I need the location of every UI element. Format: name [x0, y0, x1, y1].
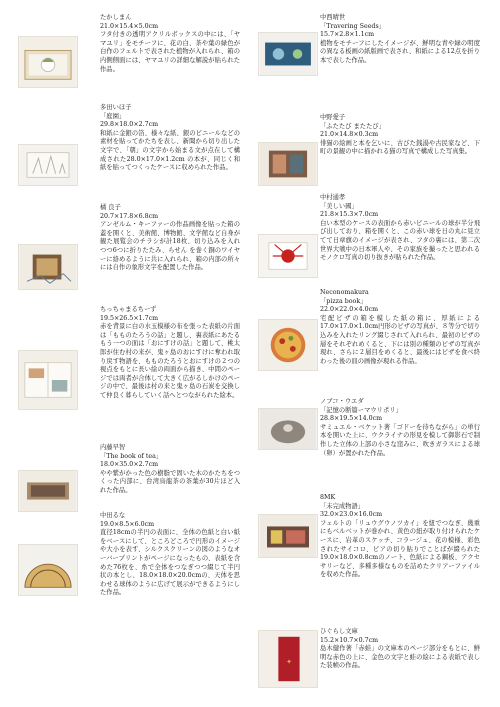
- artist-name: ノブコ・ウエダ: [320, 398, 364, 405]
- artwork-size: 20.7×17.8×6.8cm: [100, 212, 159, 220]
- entry-right-3: [258, 289, 480, 409]
- artwork-photo: [258, 514, 318, 558]
- entry-text: [100, 14, 240, 74]
- artist-name: 内藤早智: [100, 444, 126, 451]
- artwork-title: 「Travering Seeds」: [320, 22, 385, 30]
- artwork-description: 宅配ピザの箱を模した紙の箱に、厚紙による17.0×17.0×1.0cm円形のピザの写真が、８等分で切り込みを入れたリング綴じされて入れられ、最初のピザの層をそれぞれめくると、下には別の種類のピザの写真が現れ、さらに２層目をめくると、最後にはピザを食べ終わった後の皿の画像が現れる作品。: [320, 314, 480, 365]
- entry-text: [100, 512, 240, 598]
- artwork-photo: [18, 470, 78, 512]
- entry-left-4: [18, 444, 240, 514]
- entry-left-3: [18, 306, 240, 456]
- artwork-photo: [258, 32, 318, 76]
- entry-text: [100, 104, 240, 173]
- artist-name: 中西晴世: [320, 14, 346, 21]
- entry-right-4: [258, 398, 480, 508]
- artist-name: ちっちゃまるちーず: [100, 306, 157, 313]
- entry-left-0: [18, 14, 240, 114]
- artist-name: たかしまん: [100, 14, 132, 21]
- entry-text: [320, 114, 480, 157]
- artist-name: 多田いほ子: [100, 104, 132, 111]
- artwork-title: 「記憶の断篇ーマウリポリ」: [320, 406, 402, 414]
- artwork-size: 21.8×15.3×7.0cm: [320, 211, 379, 219]
- entry-right-5: [258, 494, 480, 624]
- artwork-description: やや紫がかった色の樹脂で固いた木のかたちをつくった内部に、台湾烏龍茶の茶葉が30片ほど入れた作品。: [100, 469, 240, 494]
- artwork-size: 21.0×14.8×0.3cm: [320, 131, 379, 139]
- entry-text: [100, 444, 240, 496]
- artwork-photo: [258, 142, 318, 186]
- artwork-description: 植物をモチーフにしたイメージが、鮮明な青や緑の明度の異なる板画の紙版画で表され、和紙による12点を折り本で表した作品。: [320, 39, 480, 64]
- entry-text: [100, 204, 240, 273]
- artwork-photo: [18, 36, 78, 88]
- artwork-size: 15.7×2.8×1.1cm: [320, 31, 375, 39]
- svg-text:✦: ✦: [286, 657, 292, 666]
- artwork-photo: [258, 630, 318, 688]
- artwork-title: 「pizza book」: [320, 297, 367, 305]
- entry-left-5: [18, 512, 240, 652]
- entry-text: [320, 494, 480, 580]
- entry-text: [320, 289, 480, 366]
- entry-right-0: [258, 14, 480, 104]
- artwork-photo: [258, 408, 318, 450]
- artwork-photo: [258, 319, 318, 371]
- entry-text: [320, 14, 480, 66]
- artist-name: 中田るな: [100, 512, 126, 519]
- artist-name: 中村通孝: [320, 194, 346, 201]
- artwork-title: 「庭園」: [100, 112, 126, 120]
- artwork-description: フタ付きの透明アクリルボックスの中には、「ヤマユリ」をモチーフに、花の白、茶や葉の緑色が白作のフェルトで表された植物が入れられ、箱の内側側面には、ヤマユリの詳細な解説が貼られた作品。: [100, 31, 240, 73]
- artist-name: 橘 良子: [100, 204, 121, 211]
- entry-right-2: [258, 194, 480, 294]
- artwork-size: 18.0×35.0×2.7cm: [100, 461, 159, 469]
- artist-name: 中野愛子: [320, 114, 346, 121]
- artwork-description: 赤を背景に白の水玉模様の布を張った表紙の片面は「もものたろうの話」と題し、裏表紙にあたるもう一つの面は「おにすけの話」と題して、桃太郎が住む村の来が、鬼ヶ島のおにすけに奪われ取り戻す物語を、もものたろうとおにすけの２つの視点をもとに長い絵の両面から描き、中間のページでは両者が合体して大きく広がるしかけのページの中で、最後は村の来と鬼ヶ島の石炭を交換して仲良く暮らしていく話へとつながられた絵本。: [100, 323, 240, 399]
- artwork-description: アンゼルム・キーファーの作品画像を貼った箱の蓋を開くと、美術館、博物館、文学館など自身が観た展覧会のチラシが計18枚、切り込みを入れつつ6つに折りたたみ、らせん を巻く銅のワイヤーに絡めるように共に入れられ、箱の内部の所々には自作の象形文字を配置した作品。: [100, 221, 240, 272]
- entry-right-1: [258, 114, 480, 204]
- entry-right-6: [258, 628, 480, 698]
- artwork-title: 「美しい國」: [320, 202, 358, 210]
- artwork-description: サミュエル・ベケット著「ゴドーを待ちながら」の単行本を開いた上に、ウクライナの形見を模して御影石で制作した立体の上部の小さな窪みに、吹きガラスによる球（卵）が置かれた作品。: [320, 423, 480, 457]
- artwork-size: 19.5×26.5×1.7cm: [100, 314, 159, 322]
- artwork-description: 直径18cmの半円の表面に、全体の色紙と白い紙をベースにして、ところどころで円形のイメージや大小を表す、シルクスクリーンの図のようなオーバープリントがページになったもの、表紙を含めた76枚を、糸で全体をつなぎつつ綴じて半円状の本とし、18.0×18.0×20.0cmの、天体を思わせる球体のように広げて展示ができるようにした作品。: [100, 529, 240, 597]
- artwork-title: 「ふたたび またたび」: [320, 122, 385, 130]
- artist-name: 8MK: [320, 494, 336, 501]
- entry-text: [320, 628, 480, 671]
- artwork-title: 「The book of tea」: [100, 452, 163, 460]
- entry-text: [100, 306, 240, 401]
- artwork-size: 22.0×22.0×4.0cm: [320, 306, 379, 314]
- artist-name: ひぐらし文庫: [320, 628, 358, 635]
- artwork-description: 島木健作著「赤蛙」の文庫本のページ部分をもとに、鮮明な赤色の上に、金色の文字と蛙の絵による表紙で表した装帧の作品。: [320, 645, 480, 670]
- artwork-size: 32.0×23.0×16.0cm: [320, 511, 383, 519]
- artwork-photo: [18, 544, 78, 596]
- entry-text: [320, 194, 480, 263]
- artwork-title: 「未完成物語」: [320, 502, 365, 510]
- artwork-description: 白い本型のケースの表面から赤いビニールの球が半分飛び出しており、箱を開くと、この赤い球を日の丸に見立てて日章旗のイメージが表され、フタの裏には、第二次世界大戦中の日本軍人や、その家族を撮ったと思われるモノクロ写真の切り抜きが貼られた作品。: [320, 219, 480, 262]
- artwork-size: 28.8×19.5×14.0cm: [320, 415, 383, 423]
- artwork-size: 15.2×10.7×0.7cm: [320, 636, 379, 644]
- artwork-photo: [258, 234, 318, 278]
- artwork-description: 和紙に金銀の箔、様々な紙、銀のビニールなどの素材を貼ってかたちを表し、新聞から切り出した文字で、「朝」の文字から始まる文が点在して構成された28.0×17.0×1.2cm の本が、同じく和紙を貼ってつくったケースに収められた作品。: [100, 129, 240, 172]
- entry-text: [320, 398, 480, 458]
- artwork-photo: [18, 244, 78, 290]
- artwork-description: 俳猫の絵画と本を乞いに、古びた銭湯や古民家など、下町の景観の中に描かれる猫の写真で構成した写真集。: [320, 139, 480, 156]
- artwork-photo: [18, 350, 78, 410]
- artwork-size: 29.8×18.0×2.7cm: [100, 121, 159, 129]
- artwork-photo: [18, 144, 78, 186]
- artist-name: Neconomakura: [320, 289, 369, 296]
- artwork-size: 19.0×8.5×6.0cm: [100, 520, 155, 528]
- entry-left-1: [18, 104, 240, 214]
- entry-left-2: [18, 204, 240, 314]
- artwork-size: 21.0×15.4×5.0cm: [100, 22, 159, 30]
- artwork-description: フェルトの「リュウグウノツカイ」を紐でつなぎ、幾重にもベルベットが巻かれ、黄色の紐が取り付けられたケースに、岩革のスケッチ、コラージュ、花の模様、彩色されたサイコロ、ピアの切り貼りでことばが綴られた19.0×18.0×0.8cmのノート、色紙による鋼板、アクセサリーなど、多種多様なものを詰めたクリアーファイルを収めた作品。: [320, 519, 480, 579]
